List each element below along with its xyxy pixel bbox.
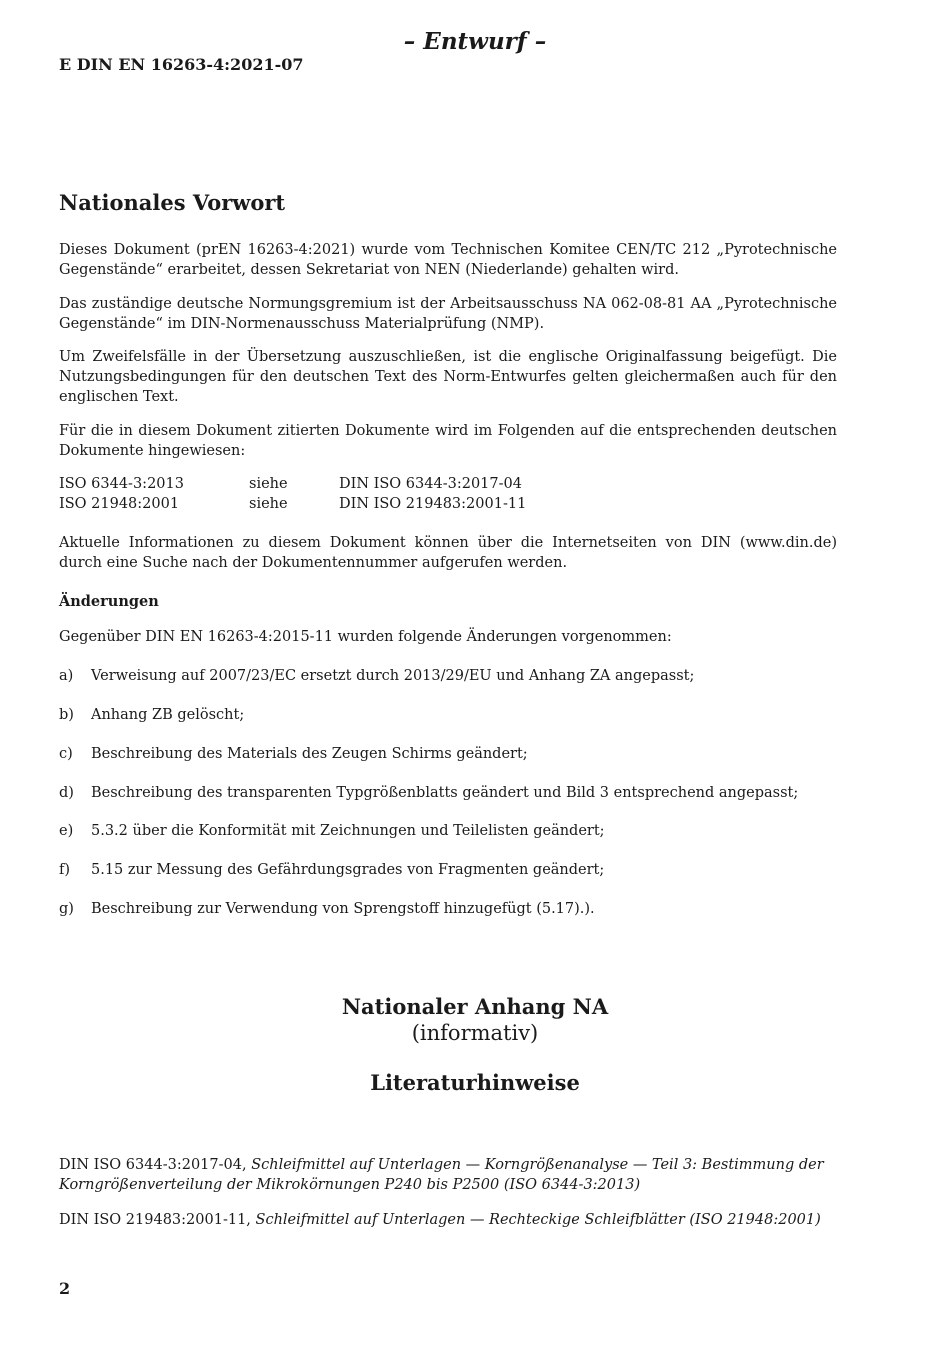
- bibliography-reference: DIN ISO 219483:2001-11,: [59, 1212, 256, 1228]
- list-item-text: Beschreibung des transparenten Typgrößenblatts geändert und Bild 3 entsprechend angepasst;: [91, 785, 799, 801]
- list-item-label: d): [59, 785, 74, 801]
- list-item: [59, 783, 798, 803]
- list-item-text: Verweisung auf 2007/23/EC ersetzt durch 2013/29/EU und Anhang ZA angepasst;: [91, 668, 695, 684]
- changes-intro: Gegenüber DIN EN 16263-4:2015-11 wurden folgende Änderungen vorgenommen:: [59, 629, 672, 645]
- list-item: [59, 821, 605, 841]
- bibliography-title: Schleifmittel auf Unterlagen — Rechteckige Schleifblätter (ISO 21948:2001): [255, 1212, 821, 1228]
- literature-title: Literaturhinweise: [370, 1070, 580, 1095]
- list-item-text: 5.3.2 über die Konformität mit Zeichnungen und Teilelisten geändert;: [91, 823, 605, 839]
- list-item-text: 5.15 zur Messung des Gefährdungsgrades von Fragmenten geändert;: [91, 862, 605, 878]
- list-item: [59, 899, 595, 919]
- list-item-label: g): [59, 901, 74, 917]
- reference-table: [59, 474, 659, 514]
- list-item-text: Anhang ZB gelöscht;: [91, 707, 245, 723]
- list-item: [59, 744, 528, 764]
- foreword-paragraph-2: Das zuständige deutsche Normungsgremium ist der Arbeitsausschuss NA 062-08-81 AA „Pyrotechnische Gegenstände“ im DIN-Normenausschuss Materialprüfung (NMP).: [59, 296, 837, 332]
- list-item-text: Beschreibung zur Verwendung von Sprengstoff hinzugefügt (5.17).).: [91, 901, 595, 917]
- foreword-paragraph-3: Um Zweifelsfälle in der Übersetzung auszuschließen, ist die englische Originalfassung beigefügt. Die Nutzungsbedingungen für den deutschen Text des Norm-Entwurfes gelten gleichermaßen auch für den englischen Text.: [59, 349, 837, 405]
- document-id: E DIN EN 16263-4:2021-07: [59, 55, 304, 74]
- foreword-paragraph-4: Für die in diesem Dokument zitierten Dokumente wird im Folgenden auf die entsprechenden deutschen Dokumente hingewiesen:: [59, 423, 837, 459]
- list-item-label: e): [59, 823, 74, 839]
- annex-subtitle: (informativ): [411, 1021, 539, 1045]
- list-item-text: Beschreibung des Materials des Zeugen Schirms geändert;: [91, 746, 528, 762]
- list-item: [59, 705, 244, 725]
- bibliography-entry: [59, 1155, 837, 1195]
- iso-reference: ISO 6344-3:2013: [59, 476, 184, 492]
- list-item: [59, 860, 604, 880]
- bibliography-title: Schleifmittel auf Unterlagen — Korngrößenanalyse — Teil 3: Bestimmung der Korngrößenverteilung der Mikrokörnungen P240 bis P2500 (ISO 6344-3:2013): [59, 1157, 824, 1193]
- list-item-label: f): [59, 862, 71, 878]
- reference-row: [59, 474, 659, 494]
- foreword-paragraph-5: Aktuelle Informationen zu diesem Dokument können über die Internetseiten von DIN (www.din.de) durch eine Suche nach der Dokumentennummer aufgerufen werden.: [59, 535, 837, 571]
- bibliography-reference: DIN ISO 6344-3:2017-04,: [59, 1157, 252, 1173]
- draft-label: – Entwurf –: [403, 28, 547, 55]
- list-item-label: b): [59, 707, 74, 723]
- annex-title: Nationaler Anhang NA: [341, 994, 609, 1019]
- din-reference: DIN ISO 6344-3:2017-04: [339, 476, 522, 492]
- see-label: siehe: [249, 496, 288, 512]
- list-item: [59, 666, 694, 686]
- iso-reference: ISO 21948:2001: [59, 496, 180, 512]
- foreword-title: Nationales Vorwort: [59, 190, 286, 215]
- list-item-label: a): [59, 668, 74, 684]
- changes-heading: Änderungen: [59, 593, 159, 610]
- list-item-label: c): [59, 746, 73, 762]
- bibliography-entry: [59, 1210, 837, 1230]
- foreword-paragraph-1: Dieses Dokument (prEN 16263-4:2021) wurde vom Technischen Komitee CEN/TC 212 „Pyrotechnische Gegenstände“ erarbeitet, dessen Sekretariat von NEN (Niederlande) gehalten wird.: [59, 242, 837, 278]
- din-reference: DIN ISO 219483:2001-11: [339, 496, 527, 512]
- see-label: siehe: [249, 476, 288, 492]
- reference-row: [59, 494, 659, 514]
- page-number: 2: [59, 1279, 71, 1298]
